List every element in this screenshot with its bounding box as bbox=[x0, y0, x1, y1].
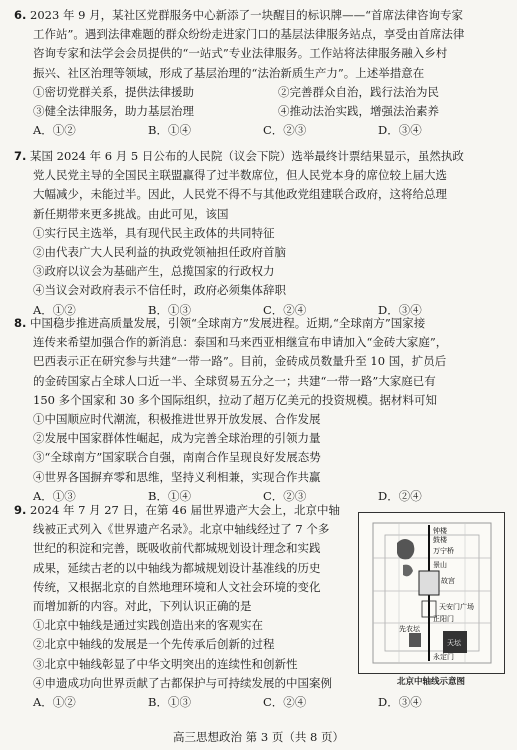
question-number: 6. bbox=[14, 8, 27, 22]
choice-c[interactable]: C．②③ bbox=[263, 488, 307, 503]
question-text: 咨询专家和法学会会员提供的“一站式”专业法律服务。工作站将法律服务融入乡村 bbox=[33, 46, 448, 61]
statement: ①密切党群关系，提供法律援助 bbox=[33, 84, 194, 99]
question-text: 2024 年 7 月 27 日，在第 46 届世界遗产大会上，北京中轴 bbox=[30, 503, 340, 517]
choice-c[interactable]: C．②③ bbox=[263, 123, 307, 138]
map-label: 万宁桥 bbox=[433, 547, 454, 555]
choice-a[interactable]: A．①③ bbox=[33, 488, 76, 503]
question-6 bbox=[14, 6, 508, 140]
question-text: 2023 年 9 月，某社区党群服务中心新添了一块醒目的标识牌——“首席法律咨询专家 bbox=[30, 8, 463, 22]
question-8 bbox=[14, 314, 508, 506]
statement: ④推动法治实践，增强法治素养 bbox=[278, 104, 439, 119]
statement: ②北京中轴线的发展是一个先传承后创新的过程 bbox=[33, 637, 275, 652]
temple-block bbox=[409, 633, 421, 647]
question-text: 150 多个国家和 30 多个国际组织，拉动了超万亿美元的投资规模。据材料可知 bbox=[33, 392, 438, 407]
map-label: 天安门广场 bbox=[439, 603, 474, 611]
statement: ④当议会对政府表示不信任时，政府必须集体辞职 bbox=[33, 283, 286, 298]
map-label: 景山 bbox=[433, 561, 447, 569]
statement: ③北京中轴线彰显了中华文明突出的连续性和创新性 bbox=[33, 656, 298, 671]
question-text: 巴西表示正在研究参与共建“一带一路”。目前，金砖成员数量升至 10 国，扩员后 bbox=[33, 354, 447, 369]
statement: ②发展中国家群体性崛起，成为完善全球治理的引领力量 bbox=[33, 431, 321, 446]
map-label: 永定门 bbox=[433, 653, 454, 661]
map-label: 先农坛 bbox=[399, 625, 420, 633]
map-label: 钟楼 bbox=[433, 527, 447, 535]
choice-d[interactable]: D．③④ bbox=[378, 695, 422, 710]
choice-c[interactable]: C．②④ bbox=[263, 302, 307, 317]
question-text: 成果，延续古老的以中轴线为都城规划设计基准线的历史 bbox=[33, 560, 321, 575]
statement: ③“全球南方”国家联合自强，南南合作呈现良好发展态势 bbox=[33, 450, 321, 465]
choice-d[interactable]: D．③④ bbox=[378, 302, 422, 317]
question-text: 传统，又根据北京的自然地理环境和人文社会环境的变化 bbox=[33, 579, 321, 594]
statement: ③健全法律服务，助力基层治理 bbox=[33, 104, 194, 119]
statement: ②由代表广大人民利益的执政党领袖担任政府首脑 bbox=[33, 245, 286, 260]
map-label: 正阳门 bbox=[433, 615, 454, 623]
question-text: 中国稳步推进高质量发展，引领“全球南方”发展进程。近期,“全球南方”国家接 bbox=[30, 316, 426, 330]
choice-a[interactable]: A．①② bbox=[33, 695, 76, 710]
statement: ③政府以议会为基础产生，总揽国家的行政权力 bbox=[33, 264, 275, 279]
choice-a[interactable]: A．①② bbox=[33, 123, 76, 138]
statement: ②完善群众自治，践行法治为民 bbox=[278, 84, 439, 99]
statement: ④世界各国摒弃零和思维，坚持义利相兼，实现合作共赢 bbox=[33, 469, 321, 484]
map-label: 天坛 bbox=[447, 639, 461, 647]
statement: ①中国顺应时代潮流，积极推进世界开放发展、合作发展 bbox=[33, 412, 321, 427]
question-text: 党人民党主导的全国民主联盟赢得了过半数席位，但人民党本身的席位较上届大选 bbox=[33, 168, 447, 183]
question-text: 大幅减少，未能过半。因此，人民党不得不与其他政党组建联合政府，这将给总理 bbox=[33, 187, 447, 202]
statement: ①实行民主选举，具有现代民主政体的共同特征 bbox=[33, 225, 275, 240]
choice-c[interactable]: C．②④ bbox=[263, 695, 307, 710]
page-footer: 高三思想政治 第 3 页（共 8 页） bbox=[173, 730, 344, 744]
lake bbox=[403, 565, 413, 577]
question-text: 线被正式列入《世界遗产名录》。北京中轴线经过了 7 个多 bbox=[33, 522, 330, 537]
choice-b[interactable]: B．①④ bbox=[148, 488, 191, 503]
choice-d[interactable]: D．③④ bbox=[378, 123, 422, 138]
question-number: 9. bbox=[14, 503, 27, 517]
question-text: 世纪的积淀和完善，既吸收前代都城规划设计理念和实践 bbox=[33, 541, 321, 556]
central-axis-map bbox=[358, 512, 505, 674]
question-number: 7. bbox=[14, 149, 27, 163]
choice-b[interactable]: B．①③ bbox=[148, 695, 191, 710]
statement: ④申遗成功向世界贡献了古都保护与可持续发展的中国案例 bbox=[33, 675, 332, 690]
statement: ①北京中轴线是通过实践创造出来的客观实在 bbox=[33, 618, 263, 633]
choice-b[interactable]: B．①④ bbox=[148, 123, 191, 138]
map-caption: 北京中轴线示意图 bbox=[396, 677, 465, 687]
choice-b[interactable]: B．①③ bbox=[148, 302, 191, 317]
question-text: 振兴、社区治理等领域，形成了基层治理的“法治新质生产力”。上述举措意在 bbox=[33, 65, 425, 80]
question-text: 而增加新的内容。对此，下列认识正确的是 bbox=[33, 599, 252, 614]
lake bbox=[397, 539, 414, 559]
question-number: 8. bbox=[14, 316, 27, 330]
map-label: 故宫 bbox=[441, 577, 455, 585]
palace-block bbox=[419, 571, 439, 595]
question-text: 连传来希望加强合作的新消息：泰国和马来西亚相继宣布申请加入“金砖大家庭”， bbox=[33, 335, 448, 350]
map-drawing bbox=[359, 513, 504, 673]
question-text: 某国 2024 年 6 月 5 日公布的人民院（议会下院）选举最终计票结果显示，虽然执政 bbox=[30, 149, 464, 163]
map-label: 鼓楼 bbox=[433, 536, 447, 544]
choice-d[interactable]: D．②④ bbox=[378, 488, 422, 503]
question-text: 新任期带来更多挑战。由此可见，该国 bbox=[33, 206, 229, 221]
question-text: 的金砖国家占全球人口近一半、全球贸易五分之一；共建“一带一路”大家庭已有 bbox=[33, 373, 436, 388]
choice-a[interactable]: A．①② bbox=[33, 302, 76, 317]
question-text: 工作站”。遇到法律难题的群众纷纷走进家门口的基层法律服务站点，享受由首席法律 bbox=[33, 27, 465, 42]
question-7 bbox=[14, 147, 508, 320]
